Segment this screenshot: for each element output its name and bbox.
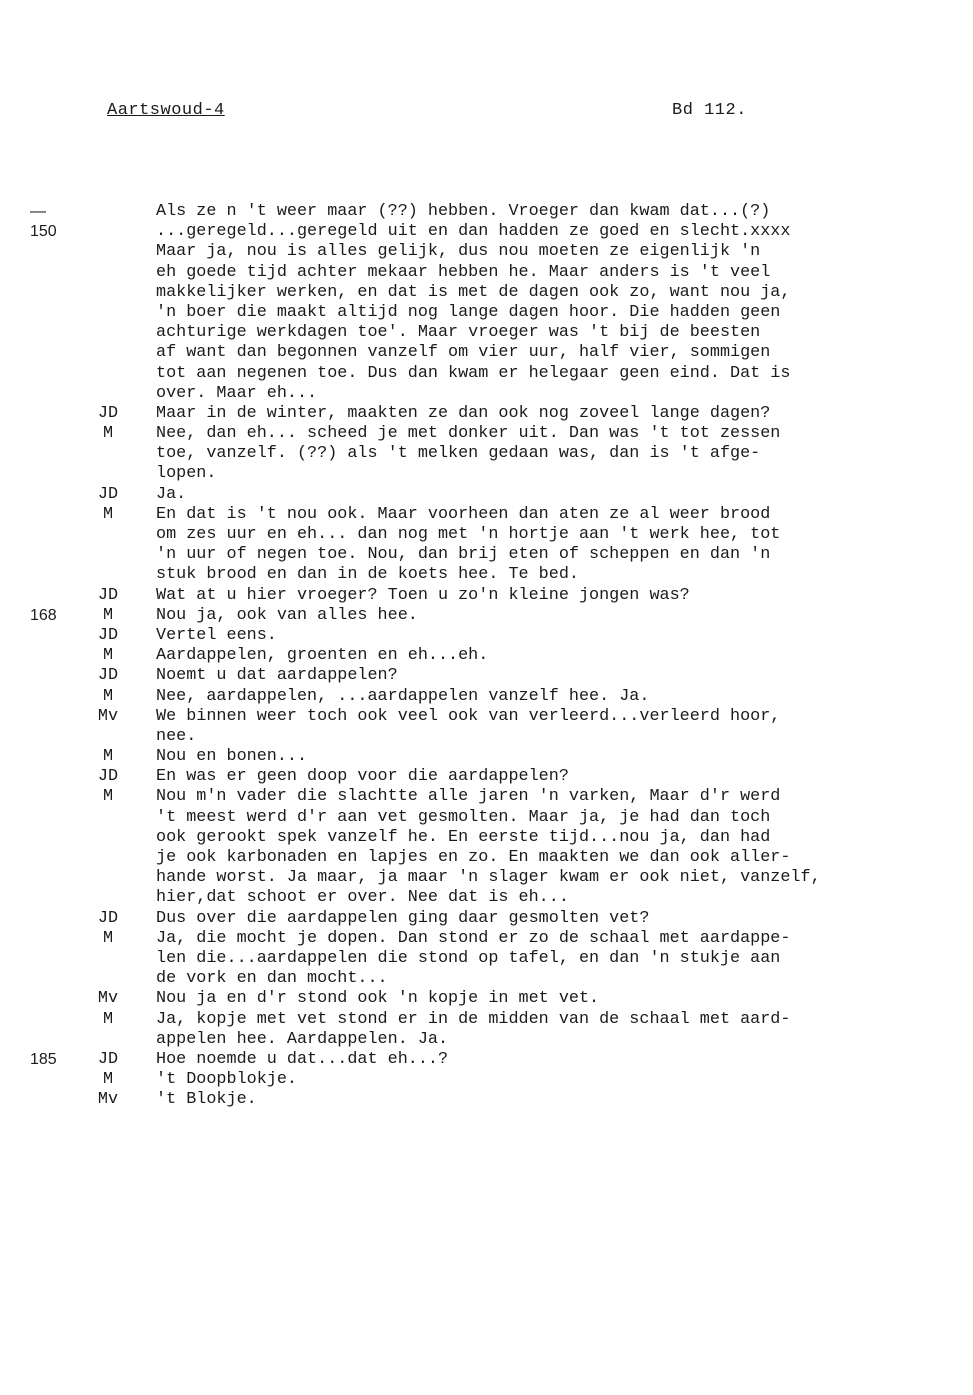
transcript-line	[0, 384, 973, 404]
transcript-line	[0, 303, 973, 323]
transcript-text: Maar in de winter, maakten ze dan ook nog zoveel lange dagen?	[156, 403, 771, 423]
transcript-line	[0, 989, 973, 1009]
transcript-text: Nou m'n vader die slachtte alle jaren 'n varken, Maar d'r werd	[156, 787, 781, 807]
speaker-label: Mv	[97, 1090, 119, 1110]
transcript-text: 't meest werd d'r aan vet gesmolten. Maar ja, je had dan toch	[156, 807, 771, 827]
transcript-line	[0, 687, 973, 707]
speaker-label: M	[102, 747, 114, 767]
transcript-line	[0, 909, 973, 929]
transcript-line	[0, 222, 973, 242]
transcript-line	[0, 929, 973, 949]
transcript-text: Als ze n 't weer maar (??) hebben. Vroeger dan kwam dat...(?)	[156, 202, 771, 221]
transcript-text: de vork en dan mocht...	[156, 969, 388, 989]
transcript-line	[0, 707, 973, 727]
line-number: —	[30, 203, 46, 220]
transcript-text: Ja, kopje met vet stond er in de midden van de schaal met aard-	[156, 1009, 791, 1029]
speaker-label: M	[102, 1070, 114, 1090]
transcript-line	[0, 787, 973, 807]
transcript-line	[0, 343, 973, 363]
transcript-line	[0, 565, 973, 585]
transcript-text: achturige werkdagen toe'. Maar vroeger was 't bij de beesten	[156, 323, 761, 343]
speaker-label: JD	[97, 625, 119, 645]
speaker-label: M	[102, 605, 114, 625]
transcript-text: Maar ja, nou is alles gelijk, dus nou moeten ze eigenlijk 'n	[156, 242, 761, 262]
transcript-text: Ja, die mocht je dopen. Dan stond er zo de schaal met aardappe-	[156, 928, 791, 948]
transcript-line	[0, 1010, 973, 1030]
speaker-label: JD	[97, 908, 119, 928]
transcript-body	[0, 202, 973, 1110]
transcript-line	[0, 747, 973, 767]
transcript-line	[0, 242, 973, 262]
transcript-text: 't Doopblokje.	[156, 1070, 297, 1090]
transcript-text: stuk brood en dan in de koets hee. Te bed.	[156, 565, 579, 585]
transcript-text: Nou en bonen...	[156, 747, 308, 767]
transcript-line	[0, 464, 973, 484]
transcript-text: 'n boer die maakt altijd nog lange dagen hoor. Die hadden geen	[156, 302, 781, 322]
transcript-text: Nou ja en d'r stond ook 'n kopje in met vet.	[156, 989, 600, 1009]
transcript-line	[0, 767, 973, 787]
transcript-line	[0, 646, 973, 666]
speaker-label: M	[102, 424, 114, 444]
transcript-line	[0, 888, 973, 908]
transcript-line	[0, 666, 973, 686]
line-number: 185	[30, 1050, 57, 1068]
transcript-text: toe, vanzelf. (??) als 't melken gedaan was, dan is 't afge-	[156, 444, 761, 464]
transcript-text: eh goede tijd achter mekaar hebben he. Maar anders is 't veel	[156, 262, 771, 282]
speaker-label: M	[102, 686, 114, 706]
transcript-line	[0, 525, 973, 545]
transcript-line	[0, 586, 973, 606]
transcript-line	[0, 485, 973, 505]
transcript-line	[0, 969, 973, 989]
speaker-label: Mv	[97, 706, 119, 726]
transcript-line	[0, 364, 973, 384]
transcript-text: makkelijker werken, en dat is met de dagen ook zo, want nou ja,	[156, 282, 791, 302]
transcript-line	[0, 626, 973, 646]
transcript-text: appelen hee. Aardappelen. Ja.	[156, 1029, 449, 1049]
transcript-line	[0, 545, 973, 565]
speaker-label: JD	[97, 666, 119, 686]
transcript-line	[0, 949, 973, 969]
transcript-text: Noemt u dat aardappelen?	[156, 666, 398, 686]
transcript-line	[0, 848, 973, 868]
transcript-text: En dat is 't nou ook. Maar voorheen dan aten ze al weer brood	[156, 504, 771, 524]
speaker-label: JD	[97, 403, 119, 423]
transcript-text: over. Maar eh...	[156, 383, 318, 403]
transcript-text: len die...aardappelen die stond op tafel, en dan 'n stukje aan	[156, 948, 781, 968]
speaker-label: M	[102, 928, 114, 948]
transcript-text: hier,dat schoot er over. Nee dat is eh...	[156, 888, 569, 908]
transcript-text: Dus over die aardappelen ging daar gesmolten vet?	[156, 908, 650, 928]
transcript-text: nee.	[156, 726, 197, 746]
speaker-label: M	[102, 646, 114, 666]
transcript-line	[0, 202, 973, 222]
line-number: 150	[30, 223, 57, 241]
transcript-text: Nou ja, ook van alles hee.	[156, 605, 418, 625]
transcript-line	[0, 323, 973, 343]
transcript-line	[0, 828, 973, 848]
transcript-text: Aardappelen, groenten en eh...eh.	[156, 646, 489, 666]
speaker-label: Mv	[97, 989, 119, 1009]
speaker-label: M	[102, 787, 114, 807]
transcript-text: ...geregeld...geregeld uit en dan hadden ze goed en slecht.xxxx	[156, 222, 791, 242]
transcript-text: hande worst. Ja maar, ja maar 'n slager kwam er ook niet, vanzelf,	[156, 868, 821, 888]
transcript-text: ook gerookt spek vanzelf he. En eerste tijd...nou ja, dan had	[156, 827, 771, 847]
transcript-text: tot aan negenen toe. Dus dan kwam er helegaar geen eind. Dat is	[156, 363, 791, 383]
transcript-text: Hoe noemde u dat...dat eh...?	[156, 1049, 449, 1069]
speaker-label: JD	[97, 767, 119, 787]
transcript-text: En was er geen doop voor die aardappelen?	[156, 767, 569, 787]
speaker-label: JD	[97, 1049, 119, 1069]
speaker-label: JD	[97, 484, 119, 504]
transcript-line	[0, 404, 973, 424]
transcript-line	[0, 808, 973, 828]
transcript-line	[0, 424, 973, 444]
transcript-text: om zes uur en eh... dan nog met 'n hortje aan 't werk hee, tot	[156, 525, 781, 544]
transcript-line	[0, 1090, 973, 1110]
transcript-text: Vertel eens.	[156, 625, 277, 645]
transcript-line	[0, 444, 973, 464]
speaker-label: JD	[97, 585, 119, 605]
speaker-label: M	[102, 504, 114, 524]
transcript-text: Wat at u hier vroeger? Toen u zo'n kleine jongen was?	[156, 585, 690, 605]
transcript-text: Ja.	[156, 484, 187, 504]
transcript-text: We binnen weer toch ook veel ook van verleerd...verleerd hoor,	[156, 706, 781, 726]
transcript-text: lopen.	[156, 464, 217, 484]
transcript-line	[0, 505, 973, 525]
page-reference: Bd 112.	[672, 101, 747, 120]
transcript-text: Nee, dan eh... scheed je met donker uit. Dan was 't tot zessen	[156, 424, 781, 444]
transcript-text: je ook karbonaden en lapjes en zo. En maakten we dan ook aller-	[156, 848, 791, 867]
transcript-line	[0, 868, 973, 888]
speaker-label: M	[102, 1009, 114, 1029]
transcript-line	[0, 727, 973, 747]
transcript-line	[0, 606, 973, 626]
line-number: 168	[30, 606, 57, 624]
transcript-text: 'n uur of negen toe. Nou, dan brij eten of scheppen en dan 'n	[156, 545, 771, 565]
transcript-line	[0, 283, 973, 303]
transcript-line	[0, 1030, 973, 1050]
transcript-text: 't Blokje.	[156, 1090, 257, 1110]
transcript-line	[0, 1050, 973, 1070]
document-title: Aartswoud-4	[107, 101, 225, 120]
transcript-line	[0, 1070, 973, 1090]
transcript-line	[0, 263, 973, 283]
transcript-text: af want dan begonnen vanzelf om vier uur, half vier, sommigen	[156, 343, 771, 363]
transcript-text: Nee, aardappelen, ...aardappelen vanzelf hee. Ja.	[156, 686, 650, 706]
